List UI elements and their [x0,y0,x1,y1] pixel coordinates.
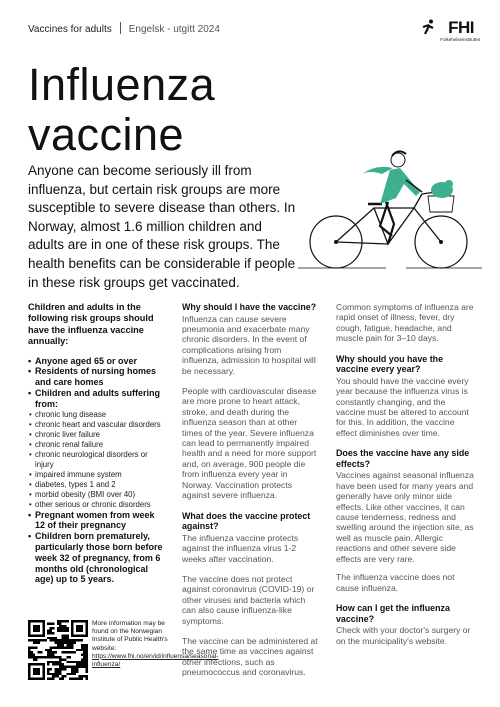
protect-paragraph-1: The influenza vaccine protects against the influenza virus 1-2 weeks after vaccination. [182,532,299,564]
protect-heading: What does the vaccine protect against? [182,510,311,532]
risk-group-item: • Children born prematurely, particularly those born before week 32 of pregnancy, from 6 months old (chronological age) up to 5 years. [28,531,166,585]
edition-label: Engelsk - utgitt 2024 [128,24,220,35]
risk-group-item: • Residents of nursing homes and care homes [28,366,166,388]
header-text [28,22,220,35]
risk-condition-item: • impaired immune system [28,470,166,480]
risk-condition-item: • other serious or chronic disorders [28,500,166,510]
series-label: Vaccines for adults [28,24,112,35]
side-effects-paragraph-2: The influenza vaccine does not cause influenza. [336,572,455,593]
logo-text: FHI [448,18,474,37]
page-title [28,60,215,160]
why-column [182,302,318,688]
title-line-2: vaccine [28,109,185,160]
risk-condition-item: • morbid obesity (BMI over 40) [28,490,166,500]
title-line-1: Influenza [28,59,216,110]
logo-subtext: Folkehelseinstituttet [440,37,480,42]
more-info-label: More information may be found on the Norwegian Institute of Public Health's website: [92,620,168,652]
every-year-paragraph: You should have the vaccine every year because the influenza virus is constantly changing, and the vaccine must be altered to account for this. In addition, the vaccine effect diminishes over time. [336,375,469,438]
protect-paragraph-2: The vaccine does not protect against coronavirus (COVID-19) or other viruses and bacteria which can also cause influenza-like symptoms. [182,573,315,626]
why-paragraph-2: People with cardiovascular disease are more prone to heart attack, stroke, and death during the influenza season than at other times of the year. Severe influenza can lead to permanently impaired health and a need for more support and, on average, 900 people die from influenza every year in Norway. Vaccination protects against severe influenza. [182,386,317,501]
every-year-heading: Why should you have the vaccine every year? [336,353,444,375]
risk-group-item: • Pregnant women from week 12 of their pregnancy [28,510,166,532]
risk-condition-item: • chronic heart and vascular disorders [28,420,166,430]
more-info-link[interactable]: https://www.fhi.no/en/id/influensa/seasonal-influenza/ [92,652,219,669]
risk-group-item: • Anyone aged 65 or over [28,356,166,367]
intro-paragraph: Anyone can become seriously ill from influenza, but certain risk groups are more susceptible to severe disease than others. In Norway, almost 1.6 million children and adults are in one of these risk groups. The health benefits can be considerable if people in these risk groups get vaccinated. [28,163,296,290]
page-header [28,18,480,44]
why-paragraph-1: Influenza can cause severe pneumonia and exacerbate many chronic disorders. In the event of complications arising from influenza, admission to hospital will be necessary. [182,313,316,376]
more-info-text [92,620,219,669]
how-paragraph: Check with your doctor's surgery or on the municipality's website. [336,625,471,646]
side-effects-paragraph-1: Vaccines against seasonal influenza have been used for many years and generally have only minor side effects. Like other vaccines, it can cause tenderness, redness and swelling around the injection site, as well as muscle pain. Allergic reactions and other severe side effects are very rare. [336,470,474,564]
risk-condition-item: • chronic renal failure [28,440,166,450]
header-divider [120,22,121,34]
more-info-block [28,620,219,690]
risk-group-item: • Children and adults suffering from: [28,388,166,410]
faq-column [336,302,476,656]
risk-groups-column [28,302,166,585]
fhi-logo [420,18,480,44]
fhi-logo-icon [422,19,436,35]
risk-groups-lead: Children and adults in the following risk groups should have the influenza vaccine annually: [28,302,154,347]
side-effects-heading: Does the vaccine have any side effects? [336,448,470,469]
how-heading: How can I get the influenza vaccine? [336,602,450,624]
cyclist-illustration [296,140,486,280]
risk-condition-item: • diabetes, types 1 and 2 [28,480,166,490]
risk-condition-item: • chronic liver failure [28,430,166,440]
why-heading: Why should I have the vaccine? [182,302,317,312]
risk-condition-item: • chronic lung disease [28,410,166,420]
risk-condition-item: • chronic neurological disorders or injury [28,450,166,470]
qr-code[interactable] [28,620,88,680]
symptoms-paragraph: Common symptoms of influenza are rapid onset of illness, fever, dry cough, fatigue, headache, and muscle pain for 3–10 days. [336,302,474,344]
protect-paragraph-3: The vaccine can be administered at the same time as vaccines against other infections, such as pneumococcus and coronavirus. [182,635,318,678]
risk-groups-list [28,356,166,586]
